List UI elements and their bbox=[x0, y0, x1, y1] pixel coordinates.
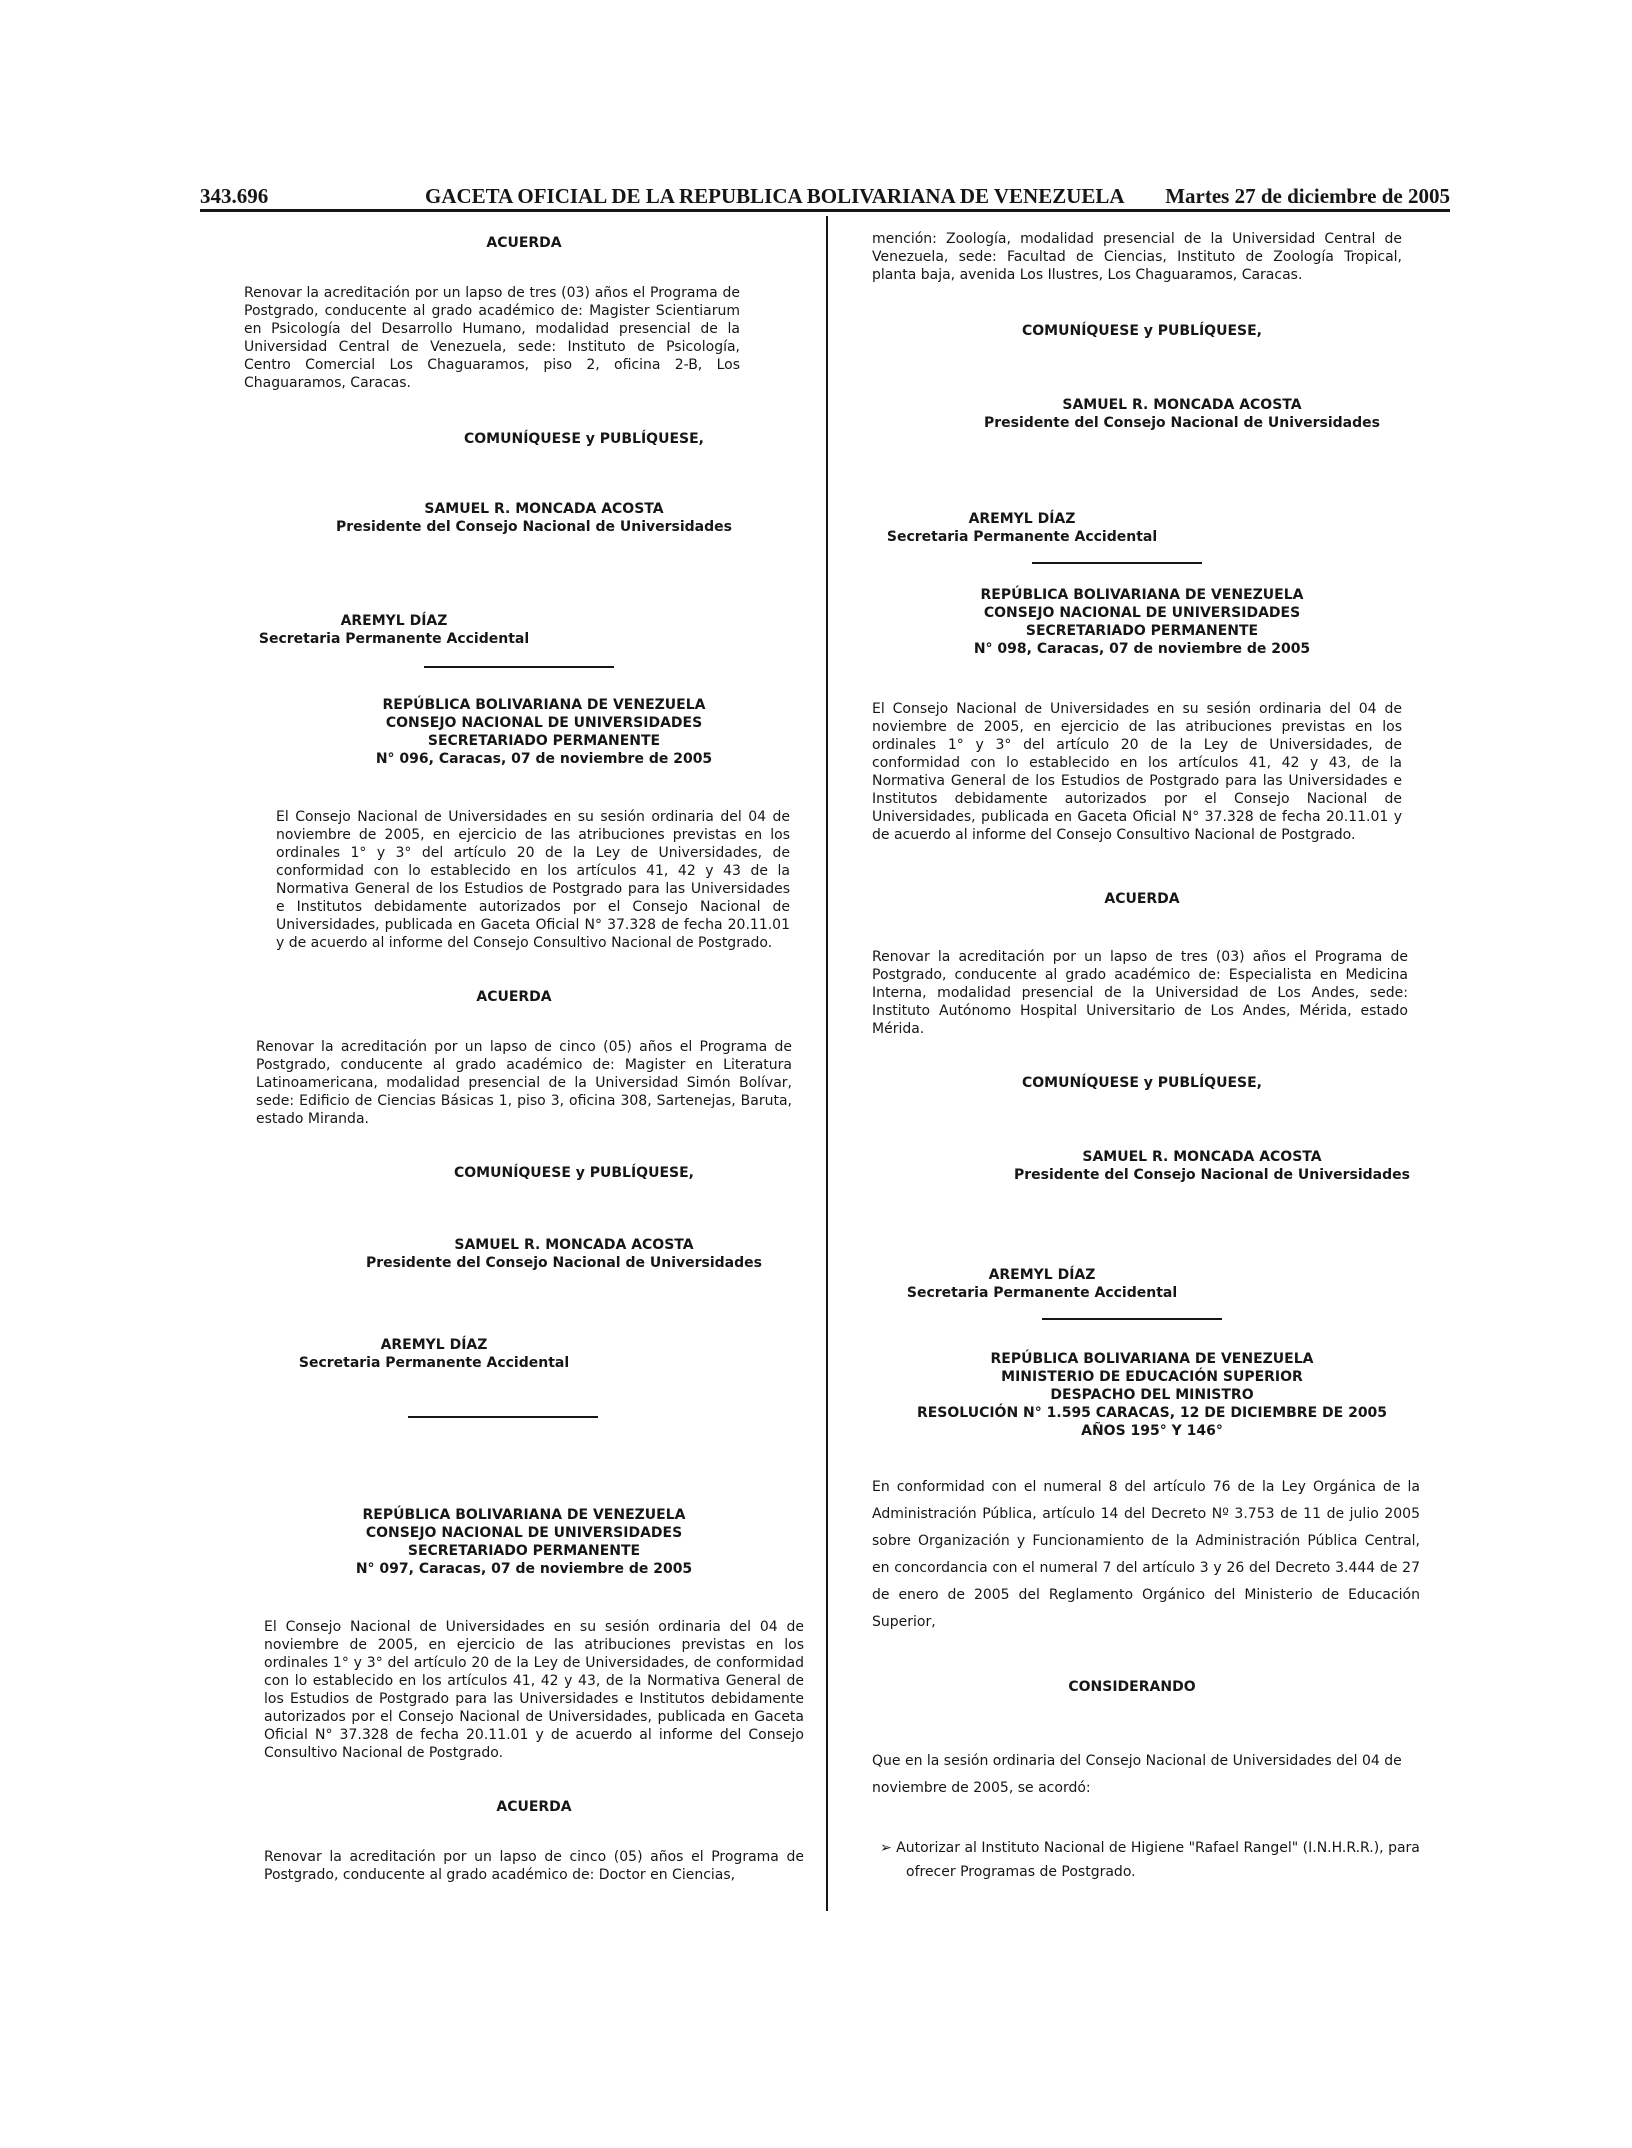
resolution-number: RESOLUCIÓN N° 1.595 CARACAS, 12 DE DICIEMBRE DE 2005 bbox=[916, 1405, 1388, 1421]
resolution-paragraph: Renovar la acreditación por un lapso de tres (03) años el Programa de Postgrado, conducente al grado académico de: Magister Scientiarum en Psicología del Desarrollo Humano, modalidad presencial de la Universidad Central de Venezuela, sede: Instituto de Psicología, Centro Comercial Los Chaguaramos, piso 2, oficina 2-B, Los Chaguaramos, Caracas. bbox=[244, 285, 740, 391]
left-column bbox=[244, 230, 804, 1910]
secretary-name: AREMYL DÍAZ bbox=[968, 511, 1076, 527]
resolution-paragraph: Renovar la acreditación por un lapso de tres (03) años el Programa de Postgrado, conducente al grado académico de: Especialista en Medicina Interna, modalidad presencial de la Universidad de Los Andes, sede: Instituto Autónomo Hospital Universitario de Los Andes, Mérida, estado Mérida. bbox=[872, 949, 1408, 1037]
right-column bbox=[872, 230, 1432, 1910]
council-heading: CONSEJO NACIONAL DE UNIVERSIDADES bbox=[385, 715, 703, 731]
list-item: ➢ Autorizar al Instituto Nacional de Higiene "Rafael Rangel" (I.N.H.R.R.), para ofrecer Programas de Postgrado. bbox=[880, 1840, 1420, 1880]
secretariat-heading: SECRETARIADO PERMANENTE bbox=[1025, 623, 1259, 639]
secretary-title: Secretaria Permanente Accidental bbox=[906, 1285, 1178, 1301]
office-heading: DESPACHO DEL MINISTRO bbox=[1050, 1387, 1254, 1403]
acuerda-heading: ACUERDA bbox=[496, 1799, 572, 1815]
signatory-title: Presidente del Consejo Nacional de Universidades bbox=[984, 415, 1380, 431]
secretary-title: Secretaria Permanente Accidental bbox=[258, 631, 530, 647]
preamble-paragraph: El Consejo Nacional de Universidades en su sesión ordinaria del 04 de noviembre de 2005, en ejercicio de las atribuciones previstas en los ordinales 1° y 3° del artículo 20 de la Ley de Universidades, de conformidad con lo establecido en los artículos 41, 42 y 43, de la Normativa General de los Estudios de Postgrado para las Universidades e Institutos debidamente autorizados por el Consejo Nacional de Universidades, publicada en Gaceta Oficial N° 37.328 de fecha 20.11.01 y de acuerdo al informe del Consejo Consultivo Nacional de Postgrado. bbox=[264, 1619, 804, 1761]
separator-rule bbox=[1032, 562, 1202, 564]
signatory-name: SAMUEL R. MONCADA ACOSTA bbox=[454, 1237, 694, 1253]
resolution-number: N° 098, Caracas, 07 de noviembre de 2005 bbox=[973, 641, 1311, 657]
comuniquese-line: COMUNÍQUESE y PUBLÍQUESE, bbox=[454, 1165, 694, 1181]
secretary-title: Secretaria Permanente Accidental bbox=[298, 1355, 570, 1371]
years-heading: AÑOS 195° Y 146° bbox=[1081, 1423, 1223, 1439]
secretariat-heading: SECRETARIADO PERMANENTE bbox=[407, 1543, 641, 1559]
acuerda-heading: ACUERDA bbox=[1104, 891, 1180, 907]
comuniquese-line: COMUNÍQUESE y PUBLÍQUESE, bbox=[1022, 1075, 1262, 1091]
column-divider bbox=[826, 216, 828, 1911]
signatory-name: SAMUEL R. MONCADA ACOSTA bbox=[1062, 397, 1302, 413]
header-rule bbox=[200, 209, 1450, 212]
secretary-name: AREMYL DÍAZ bbox=[380, 1337, 488, 1353]
acuerda-heading: ACUERDA bbox=[486, 235, 562, 251]
signatory-name: SAMUEL R. MONCADA ACOSTA bbox=[1082, 1149, 1322, 1165]
signatory-title: Presidente del Consejo Nacional de Universidades bbox=[336, 519, 732, 535]
preamble-paragraph: El Consejo Nacional de Universidades en su sesión ordinaria del 04 de noviembre de 2005, en ejercicio de las atribuciones previstas en los ordinales 1° y 3° del artículo 20 de la Ley de Universidades, de conformidad con lo establecido en los artículos 41, 42 y 43 de la Normativa General de los Estudios de Postgrado para las Universidades e Institutos debidamente autorizados por el Consejo Nacional de Universidades, publicada en Gaceta Oficial N° 37.328 de fecha 20.11.01 y de acuerdo al informe del Consejo Consultivo Nacional de Postgrado. bbox=[276, 809, 790, 951]
continuation-paragraph: mención: Zoología, modalidad presencial de la Universidad Central de Venezuela, sede: Facultad de Ciencias, Instituto de Zoología Tropical, planta baja, avenida Los Ilustres, Los Chaguaramos, Caracas. bbox=[872, 231, 1402, 283]
comuniquese-line: COMUNÍQUESE y PUBLÍQUESE, bbox=[1022, 323, 1262, 339]
considerando-heading: CONSIDERANDO bbox=[1068, 1679, 1196, 1695]
resolution-number: N° 096, Caracas, 07 de noviembre de 2005 bbox=[375, 751, 713, 767]
resolution-number: N° 097, Caracas, 07 de noviembre de 2005 bbox=[355, 1561, 693, 1577]
considering-paragraph: Que en la sesión ordinaria del Consejo Nacional de Universidades del 04 de noviembre de 2005, se acordó: bbox=[872, 1753, 1402, 1796]
secretary-name: AREMYL DÍAZ bbox=[340, 613, 448, 629]
signatory-title: Presidente del Consejo Nacional de Universidades bbox=[1014, 1167, 1410, 1183]
publication-title: GACETA OFICIAL DE LA REPUBLICA BOLIVARIANA DE VENEZUELA bbox=[425, 184, 1125, 208]
republic-heading: REPÚBLICA BOLIVARIANA DE VENEZUELA bbox=[980, 587, 1304, 603]
secretary-title: Secretaria Permanente Accidental bbox=[886, 529, 1158, 545]
signatory-title: Presidente del Consejo Nacional de Universidades bbox=[366, 1255, 762, 1271]
page-header bbox=[200, 184, 1450, 210]
preamble-paragraph: El Consejo Nacional de Universidades en su sesión ordinaria del 04 de noviembre de 2005, en ejercicio de las atribuciones previstas en los ordinales 1° y 3° del artículo 20 de la Ley de Universidades, de conformidad con lo establecido en los artículos 41, 42 y 43, de la Normativa General de los Estudios de Postgrado para las Universidades e Institutos debidamente autorizados por el Consejo Nacional de Universidades, publicada en Gaceta Oficial N° 37.328 de fecha 20.11.01 y de acuerdo al informe del Consejo Consultivo Nacional de Postgrado. bbox=[872, 701, 1402, 843]
resolution-paragraph: Renovar la acreditación por un lapso de cinco (05) años el Programa de Postgrado, conducente al grado académico de: Magister en Literatura Latinoamericana, modalidad presencial de la Universidad Simón Bolívar, sede: Edificio de Ciencias Básicas 1, piso 3, oficina 308, Sartenejas, Baruta, estado Miranda. bbox=[256, 1039, 792, 1127]
republic-heading: REPÚBLICA BOLIVARIANA DE VENEZUELA bbox=[382, 697, 706, 713]
publication-date: Martes 27 de diciembre de 2005 bbox=[1165, 184, 1450, 208]
comuniquese-line: COMUNÍQUESE y PUBLÍQUESE, bbox=[464, 431, 704, 447]
secretary-name: AREMYL DÍAZ bbox=[988, 1267, 1096, 1283]
acuerda-heading: ACUERDA bbox=[476, 989, 552, 1005]
council-heading: CONSEJO NACIONAL DE UNIVERSIDADES bbox=[365, 1525, 683, 1541]
separator-rule bbox=[1042, 1318, 1222, 1320]
secretariat-heading: SECRETARIADO PERMANENTE bbox=[427, 733, 661, 749]
ministry-heading: MINISTERIO DE EDUCACIÓN SUPERIOR bbox=[1001, 1369, 1303, 1385]
republic-heading: REPÚBLICA BOLIVARIANA DE VENEZUELA bbox=[990, 1351, 1314, 1367]
signatory-name: SAMUEL R. MONCADA ACOSTA bbox=[424, 501, 664, 517]
council-heading: CONSEJO NACIONAL DE UNIVERSIDADES bbox=[983, 605, 1301, 621]
separator-rule bbox=[424, 666, 614, 668]
republic-heading: REPÚBLICA BOLIVARIANA DE VENEZUELA bbox=[362, 1507, 686, 1523]
resolution-paragraph: Renovar la acreditación por un lapso de cinco (05) años el Programa de Postgrado, conducente al grado académico de: Doctor en Ciencias, bbox=[264, 1849, 804, 1883]
preamble-paragraph: En conformidad con el numeral 8 del artículo 76 de la Ley Orgánica de la Administración Pública, artículo 14 del Decreto Nº 3.753 de 11 de julio 2005 sobre Organización y Funcionamiento de la Administración Pública Central, en concordancia con el numeral 7 del artículo 3 y 26 del Decreto 3.444 de 27 de enero de 2005 del Reglamento Orgánico del Ministerio de Educación Superior, bbox=[872, 1479, 1420, 1630]
page-number: 343.696 bbox=[200, 184, 269, 208]
separator-rule bbox=[408, 1416, 598, 1418]
